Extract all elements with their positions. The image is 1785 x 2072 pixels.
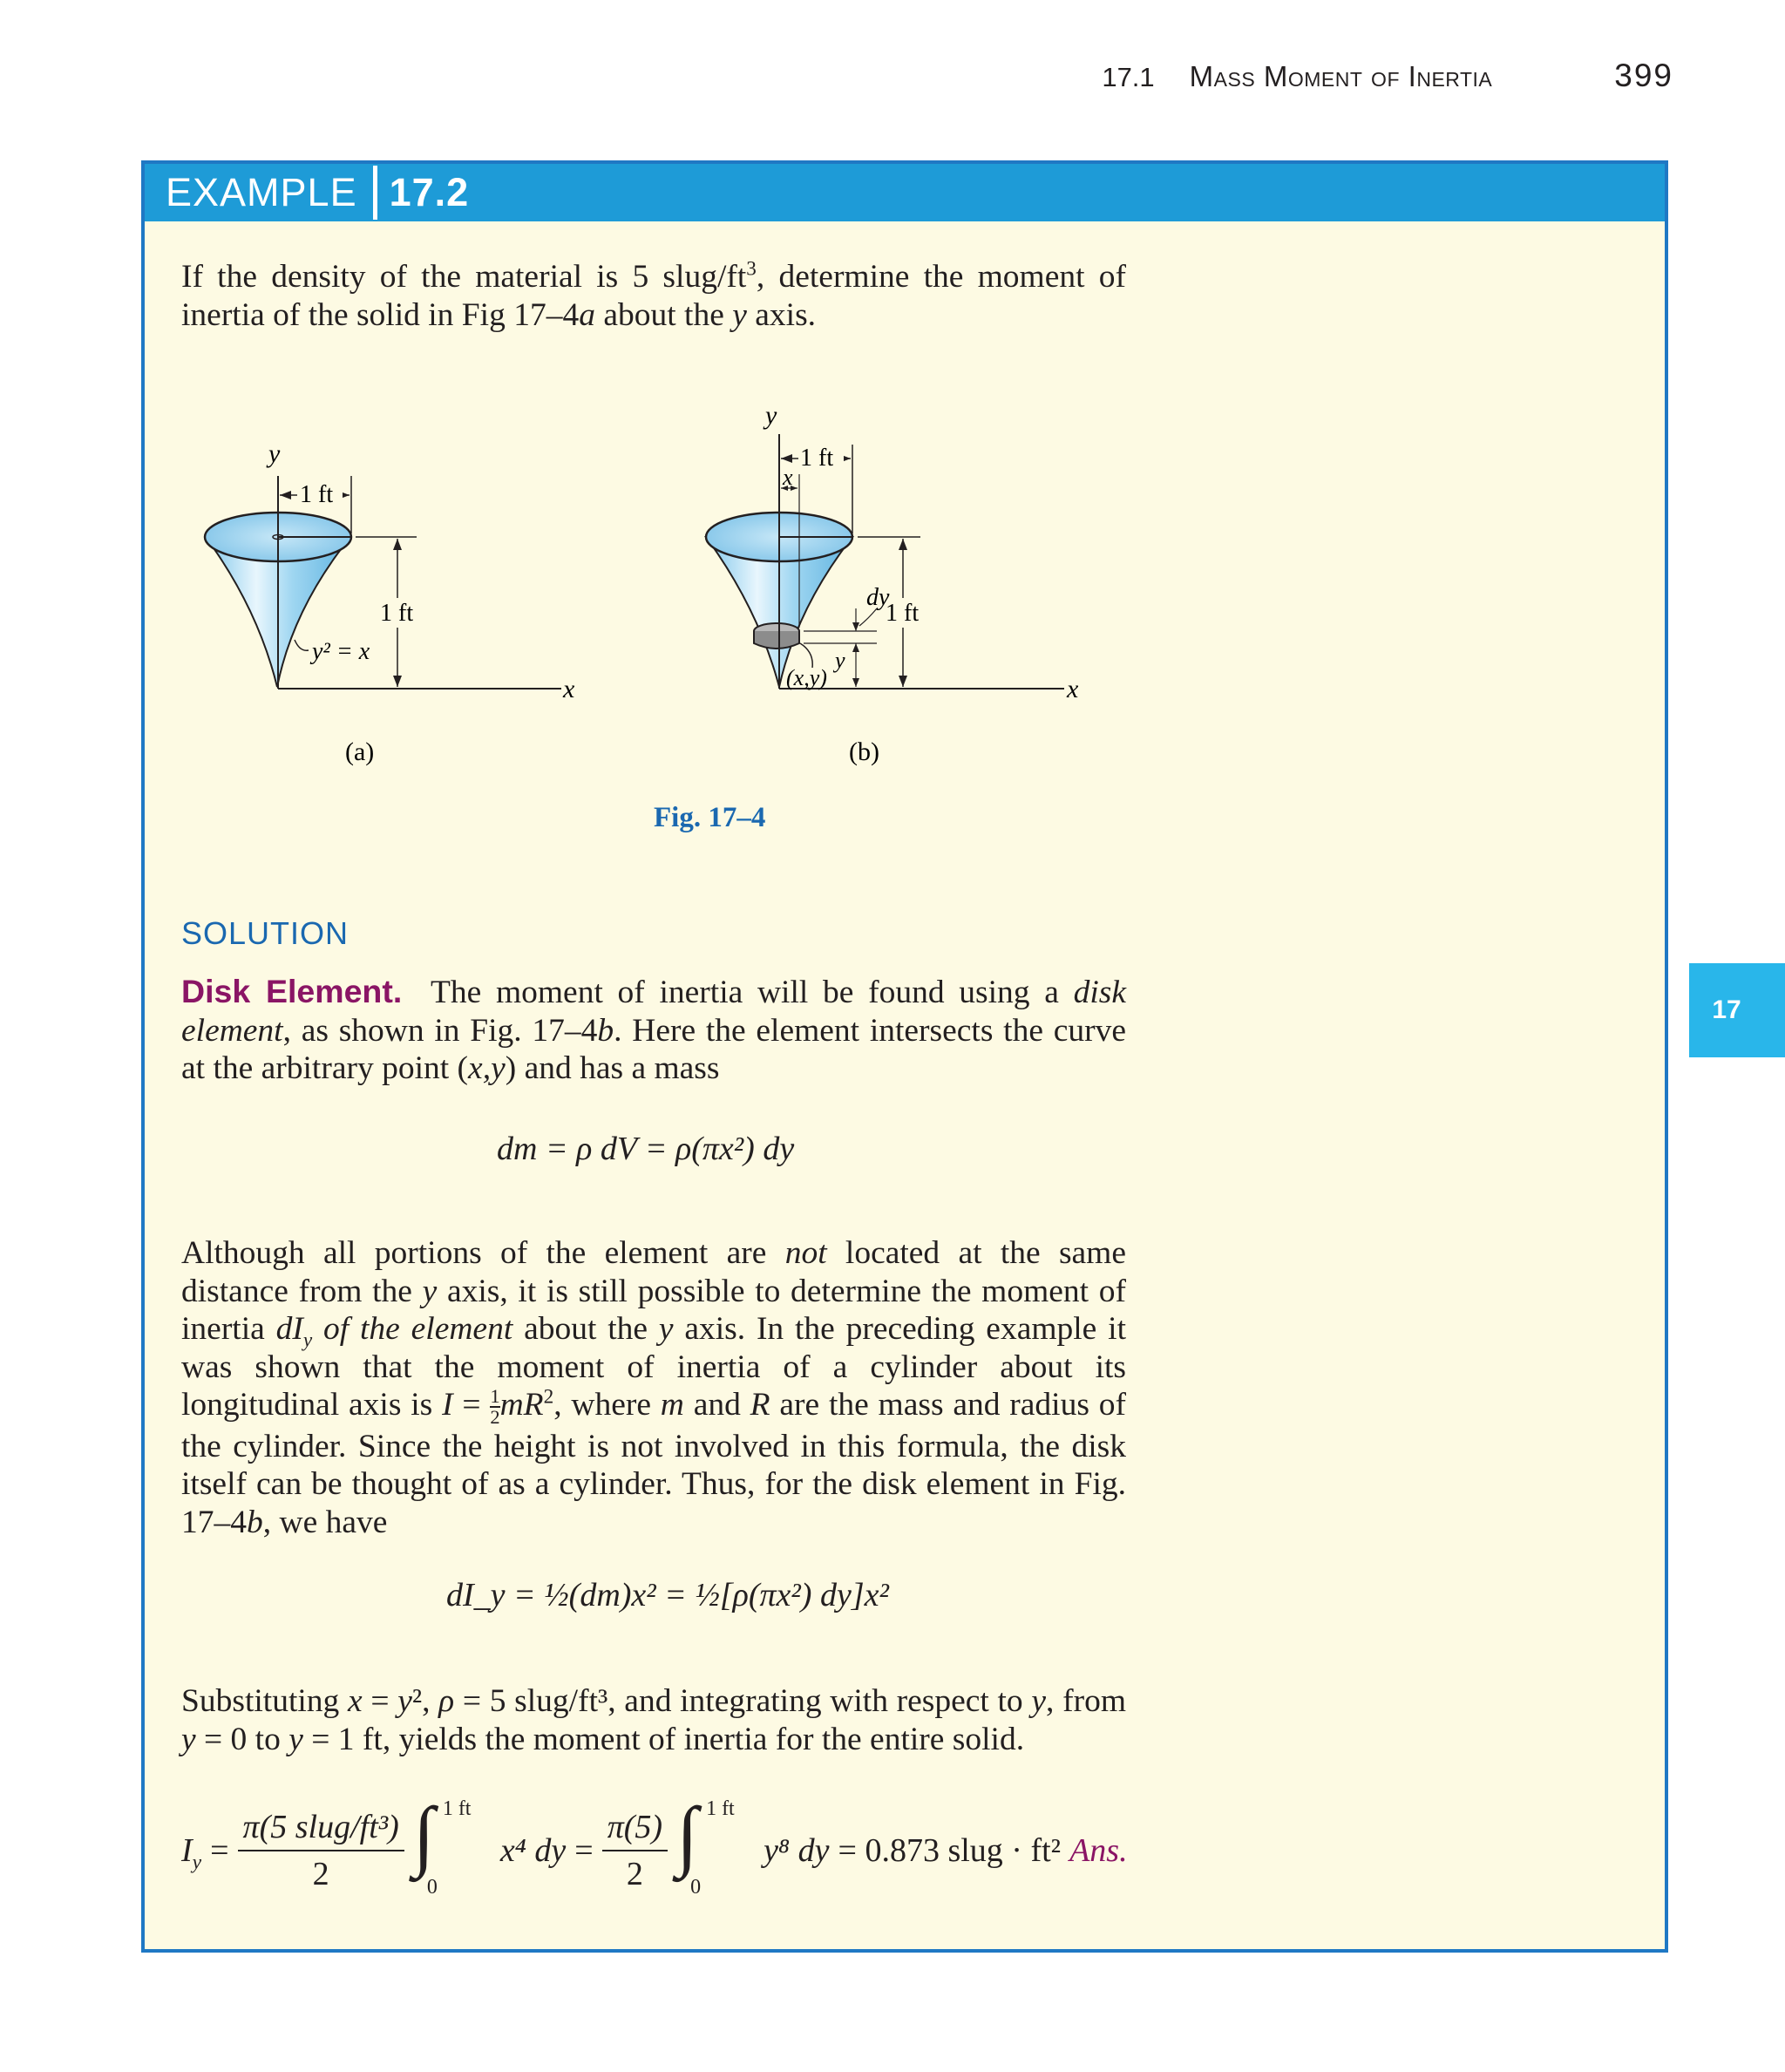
one-half: $\frac{1}{2}$ (490, 1384, 500, 1429)
integral-sign-2: ∫ 1 ft 0 (676, 1792, 735, 1899)
solution-paragraph-2: Although all portions of the element are not located at the same distance from the y axis, it is still possible to determine the moment of inertia $dI_y$ of the element about the y axis. In the preceding example it was shown that the moment of inertia of a cylinder about its longitudinal axis is I = $\frac{1}{2}$ $mR^2$, where m and R are the mass and radius of the cylinder. Since the height is not involved in this formula, the disk itself can be thought of as a cylinder. Thus, for the disk element in Fig. 17–4b, we have (181, 1235, 1126, 1540)
figure-a (205, 476, 561, 689)
example-box (141, 160, 1668, 1953)
fig-a-curve-label: y² = x (312, 638, 370, 665)
equation-dm: dm = ρ dV = ρ(πx²) dy (497, 1131, 795, 1167)
equation-dIy: dI_y = ½(dm)x² = ½[ρ(πx²) dy]x² (446, 1577, 889, 1613)
integral-sign-1: ∫ 1 ft 0 (412, 1792, 472, 1899)
solution-paragraph-1: Disk Element. The moment of inertia will be found using a disk element, as shown in Fig. 17–4b. Here the element intersects the curve at the arbitrary point (x,y) and has a mass (181, 973, 1126, 1086)
section-number: 17.1 (1102, 62, 1155, 92)
section-title: Mass Moment of Inertia (1189, 60, 1493, 92)
figure-17-4 (197, 391, 1243, 879)
example-label: EXAMPLE (166, 170, 357, 214)
fig-b-height-dim: 1 ft (886, 600, 920, 627)
fig-a-width-dim: 1 ft (300, 481, 334, 508)
figure-b (706, 434, 1064, 689)
fig-b-y-dim: y (835, 648, 845, 673)
fig-b-x-axis: x (1067, 675, 1079, 703)
answer-label: Ans. (1069, 1832, 1128, 1869)
fig-a-label: (a) (345, 737, 375, 766)
solution-heading: SOLUTION (181, 915, 350, 951)
cone-diagrams (197, 391, 1243, 879)
fig-b-x-dim: x (783, 465, 793, 490)
page-number: 399 (1614, 58, 1673, 93)
running-head (1102, 58, 1673, 103)
example-header (145, 164, 1665, 221)
chapter-tab: 17 (1689, 963, 1785, 1057)
equation-Iy-result: $I_y$ = $\frac{\text{π(5 slug/ft³)}}{2}$ ∫ 1 ft 0 x⁴ dy = $\frac{\pi(5)}{2}$ ∫ 1 ft 0 y⁸ dy = 0.873 slug · ft² Ans. (181, 1792, 1128, 1899)
solution-paragraph-3: Substituting x = y², ρ = 5 slug/ft³, and integrating with respect to y, from y = 0 to y = 1 ft, yields the moment of inertia for the entire solid. (181, 1683, 1126, 1757)
fraction-2: $\frac{\pi(5)}{2}$ (602, 1808, 668, 1893)
figure-caption: Fig. 17–4 (654, 802, 766, 833)
fig-b-width-dim: 1 ft (800, 445, 834, 472)
fig-a-y-axis: y (268, 439, 281, 468)
fig-b-point-label: (x,y) (786, 665, 827, 690)
fraction-1: $\frac{\text{π(5 slug/ft³)}}{2}$ (238, 1808, 404, 1893)
fig-a-height-dim: 1 ft (380, 600, 414, 627)
fig-a-x-axis: x (563, 675, 575, 703)
fig-b-dy-dim: dy (866, 584, 890, 611)
fig-b-label: (b) (849, 737, 879, 766)
example-number: 17.2 (389, 170, 470, 214)
fig-b-y-axis: y (765, 401, 777, 430)
problem-statement: If the density of the material is 5 slug/$ft^3$, determine the moment of inertia of the solid in Fig 17–4a about the y axis. (181, 257, 1126, 333)
